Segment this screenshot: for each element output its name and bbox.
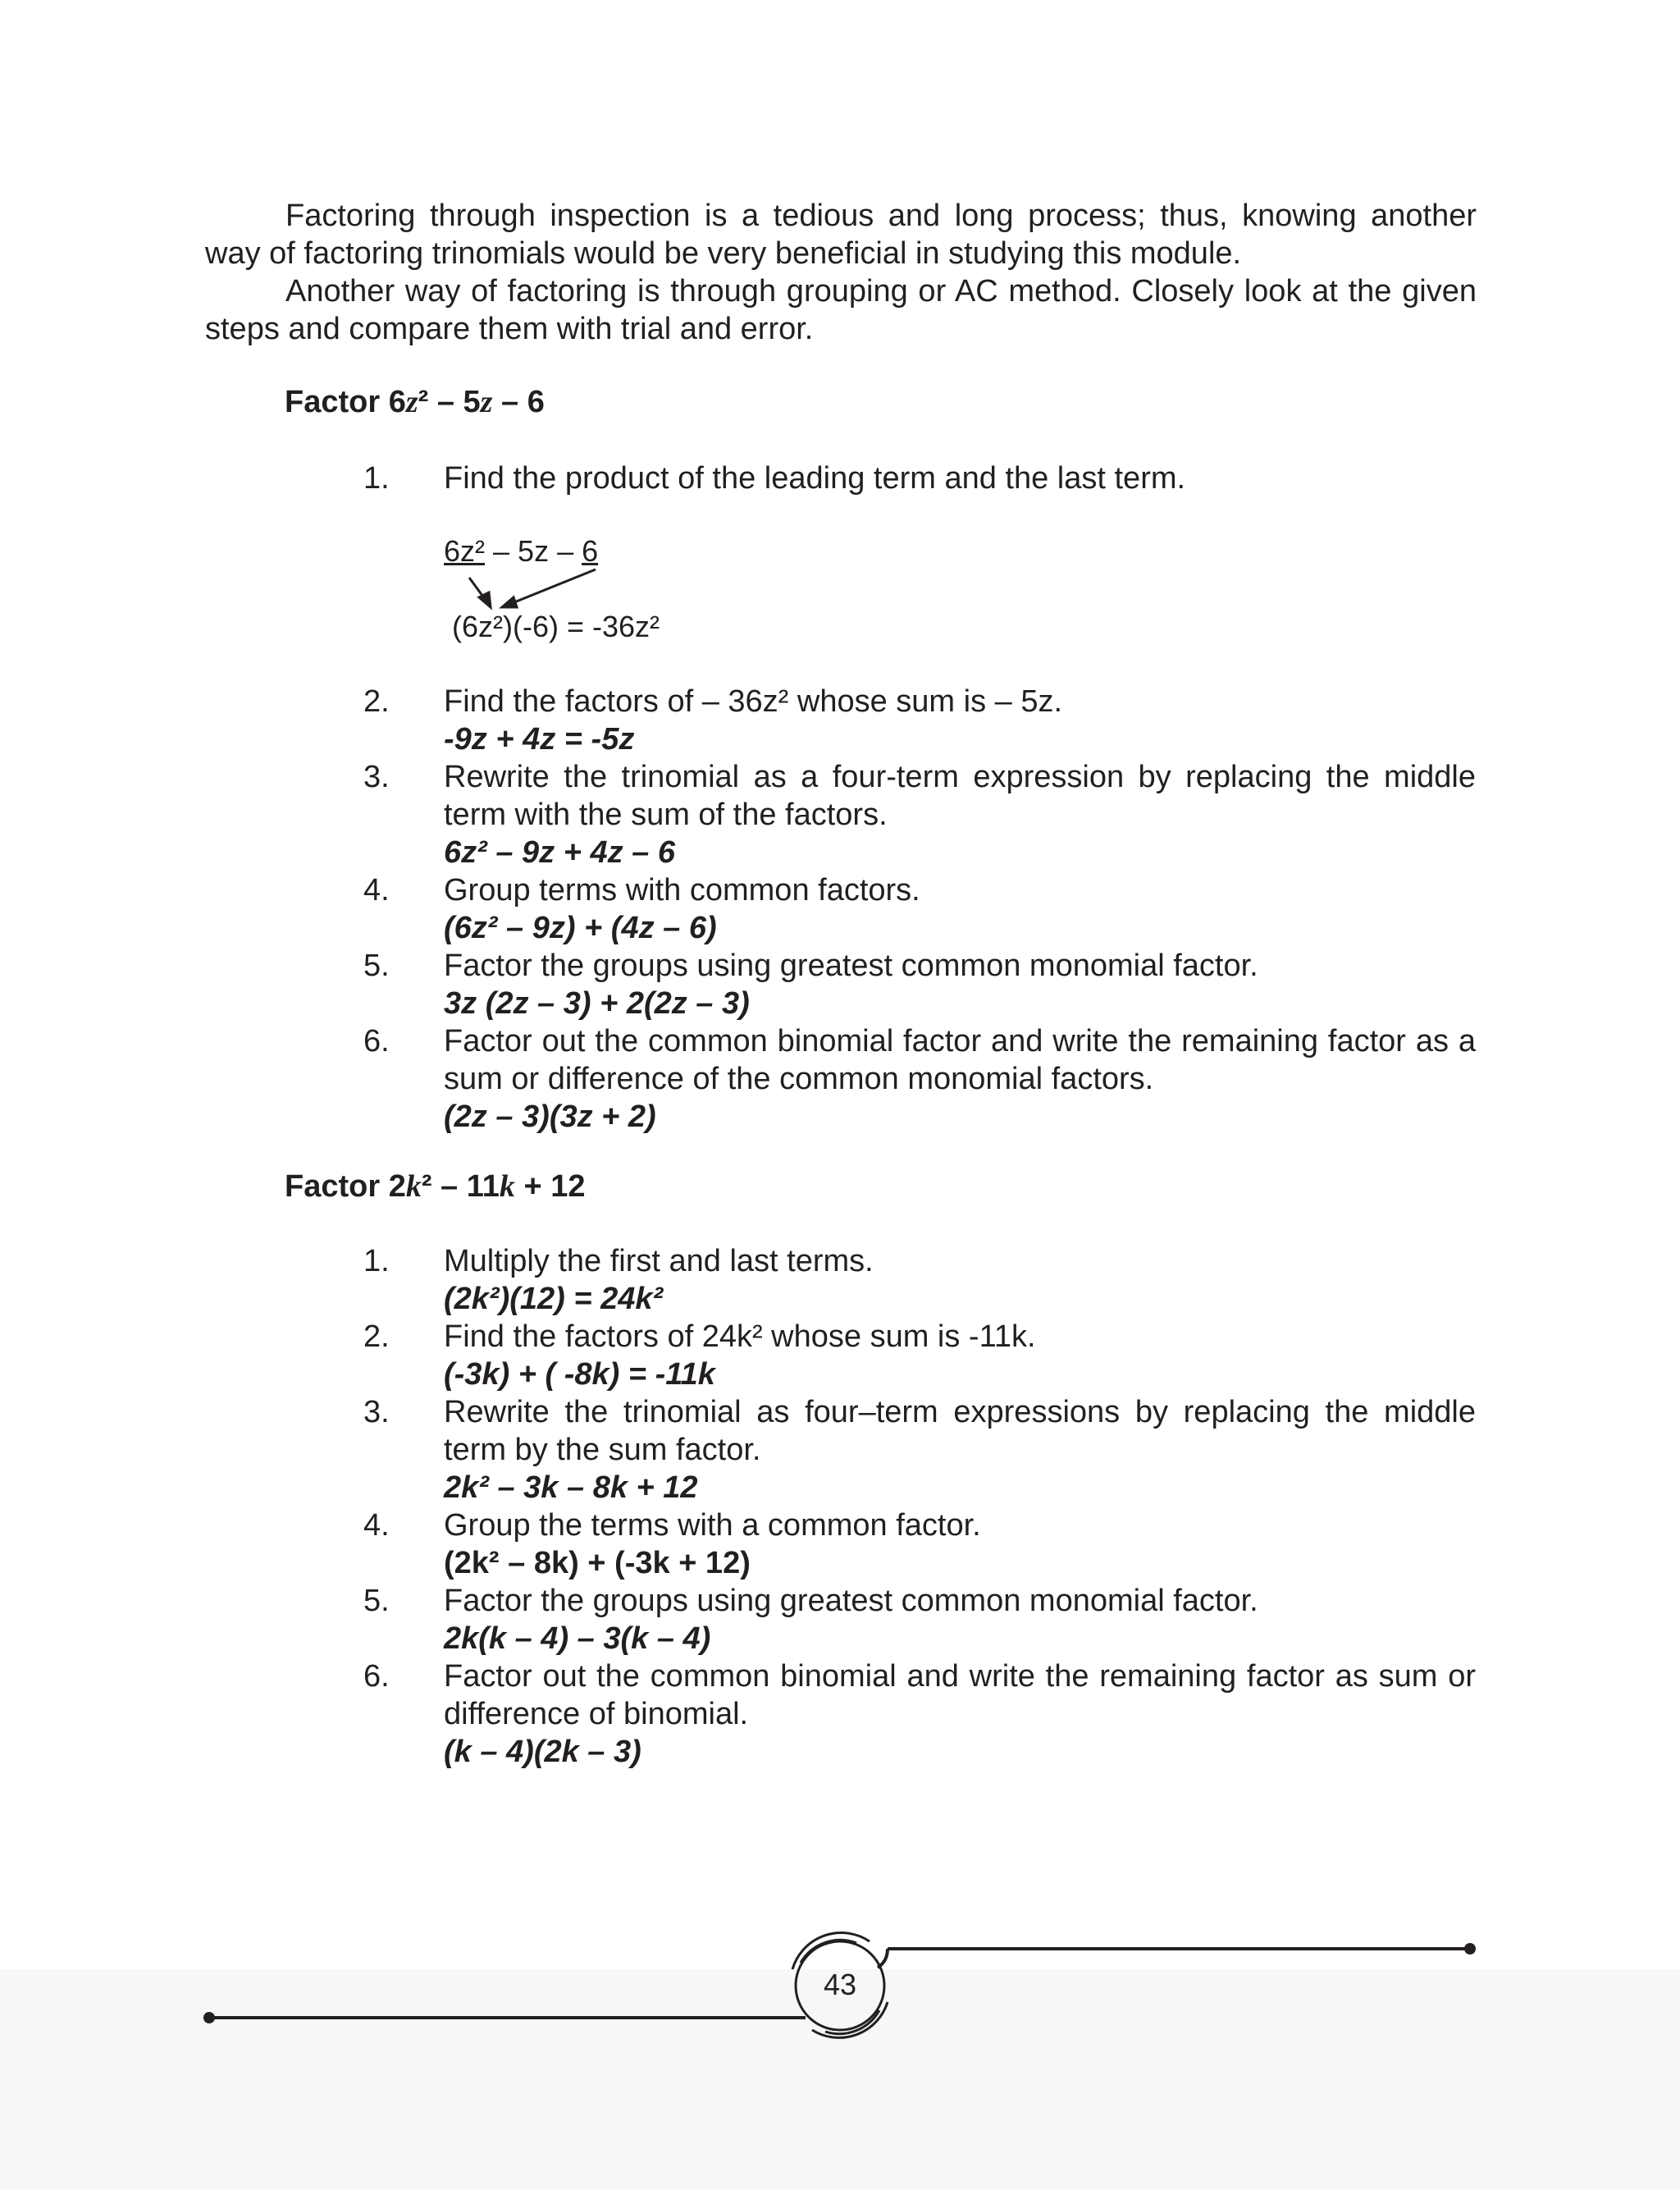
page-number-arc-top-inner [801, 1940, 856, 1963]
step-text: Find the factors of – 36z² whose sum is – 5z. [444, 684, 1063, 719]
page-number: 43 [823, 1968, 857, 2001]
step-text: Multiply the first and last terms. [444, 1244, 874, 1278]
step-number: 4. [363, 1508, 390, 1543]
step-text: Find the factors of 24k² whose sum is -11k. [444, 1319, 1036, 1354]
step-text: Factor out the common binomial factor and write the remaining factor as a sum or difference of the common monomial factors. [444, 1024, 1476, 1096]
step-number: 3. [363, 1395, 390, 1429]
step-text: Find the product of the leading term and the last term. [444, 461, 1186, 496]
middle-term: – 5z – [485, 534, 582, 568]
step-number: 2. [363, 684, 390, 719]
step-text: Group terms with common factors. [444, 873, 920, 908]
step-text: Factor out the common binomial and write the remaining factor as sum or difference of binomial. [444, 1659, 1476, 1731]
footer-line-curve [878, 1949, 888, 1968]
product-diagram-expression [444, 535, 598, 568]
arrow-right-head [502, 597, 517, 607]
intro-paragraph-1: Factoring through inspection is a tedious and long process; thus, knowing another way of factoring trinomials would be very beneficial in studying this module. [205, 199, 1477, 271]
arrow-left-head [479, 592, 491, 607]
intro-paragraph-2: Another way of factoring is through grouping or AC method. Closely look at the given steps and compare them with trial and error. [205, 274, 1477, 346]
example1-heading: Factor 6z² – 5z – 6 [285, 385, 545, 419]
step-number: 3. [363, 760, 390, 794]
last-term: 6 [582, 534, 599, 568]
step-expression: (k – 4)(2k – 3) [444, 1735, 641, 1769]
step-text: Factor the groups using greatest common monomial factor. [444, 1584, 1258, 1618]
step-text: Rewrite the trinomial as four–term expressions by replacing the middle term by the sum factor. [444, 1395, 1476, 1467]
step-expression: (6z² – 9z) + (4z – 6) [444, 911, 717, 945]
step-number: 1. [363, 461, 390, 496]
step-expression: (2z – 3)(3z + 2) [444, 1100, 656, 1134]
step-text: Factor the groups using greatest common monomial factor. [444, 949, 1258, 983]
step-expression: 3z (2z – 3) + 2(2z – 3) [444, 986, 750, 1021]
step-number: 6. [363, 1024, 390, 1058]
step-number: 5. [363, 949, 390, 983]
bottom-shade [0, 1969, 1680, 2190]
example2-heading: Factor 2k² – 11k + 12 [285, 1169, 586, 1204]
step-expression: (2k²)(12) = 24k² [444, 1282, 664, 1316]
step-number: 6. [363, 1659, 390, 1694]
step-text: Group the terms with a common factor. [444, 1508, 981, 1543]
step-number: 2. [363, 1319, 390, 1354]
leading-term: 6z² [444, 534, 486, 568]
step-expression: 2k² – 3k – 8k + 12 [444, 1470, 698, 1505]
arrow-right-line [510, 569, 596, 604]
footer-dot-right [1464, 1943, 1476, 1955]
step-number: 5. [363, 1584, 390, 1618]
step-text: Rewrite the trinomial as a four-term expression by replacing the middle term with the sum of the factors. [444, 760, 1476, 832]
step-number: 1. [363, 1244, 390, 1278]
arrow-left-line [469, 578, 487, 602]
product-diagram-result: (6z²)(-6) = -36z² [452, 610, 660, 643]
step-expression: -9z + 4z = -5z [444, 722, 635, 757]
step-expression: 6z² – 9z + 4z – 6 [444, 835, 675, 870]
step-expression: (-3k) + ( -8k) = -11k [444, 1357, 715, 1392]
step-number: 4. [363, 873, 390, 908]
step-expression: (2k² – 8k) + (-3k + 12) [444, 1546, 751, 1580]
page-number-arc-top [792, 1933, 870, 1969]
step-expression: 2k(k – 4) – 3(k – 4) [444, 1621, 711, 1656]
